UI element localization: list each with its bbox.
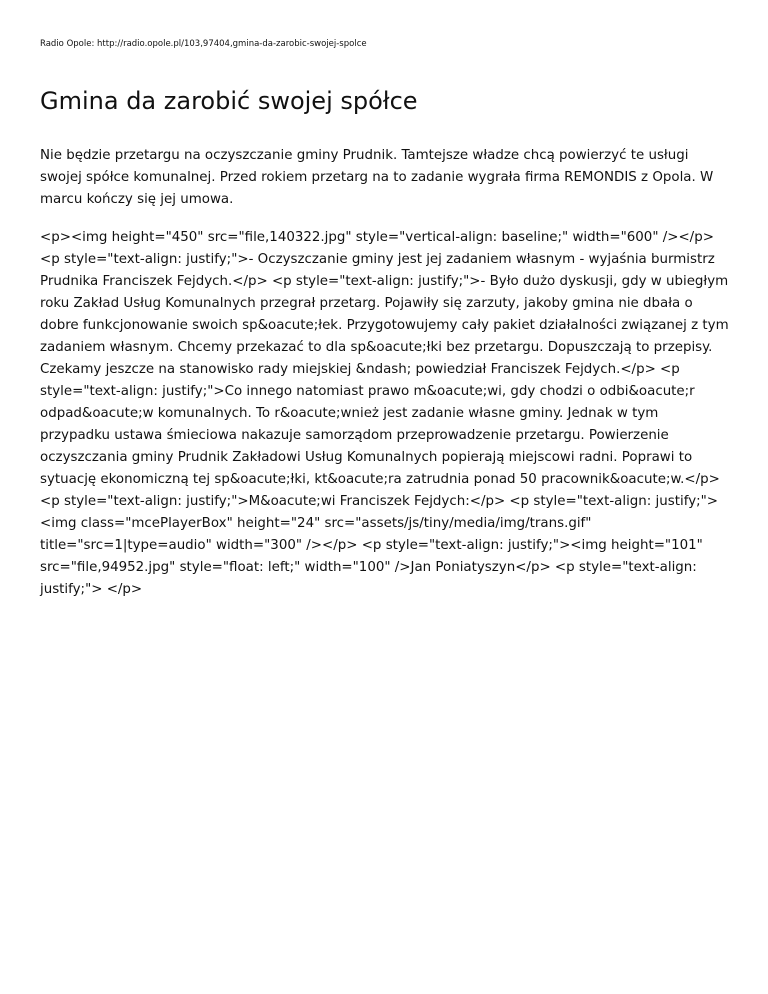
article-body-raw-html: <p><img height="450" src="file,140322.jpg" style="vertical-align: baseline;" width="600" /></p> <p style="text-align: justify;">- Oczyszczanie gminy jest jej zadaniem własnym - wyjaśnia burmistrz Prudnika Franciszek Fejdych.</p> <p style="text-align: justify;">- Było dużo dyskusji, gdy w ubiegłym roku Zakład Usług Komunalnych przegrał przetarg. Pojawiły się zarzuty, jakoby gmina nie dbała o dobre funkcjonowanie swoich sp&oacute;łek. Przygotowujemy cały pakiet działalności związanej z tym zadaniem własnym. Chcemy przekazać to dla sp&oacute;łki bez przetargu. Dopuszczają to przepisy. Czekamy jeszcze na stanowisko rady miejskiej &ndash; powiedział Franciszek Fejdych.</p> <p style="text-align: justify;">Co innego natomiast prawo m&oacute;wi, gdy chodzi o odbi&oacute;r odpad&oacute;w komunalnych. To r&oacute;wnież jest zadanie własne gminy. Jednak w tym przypadku ustawa śmieciowa nakazuje samorządom przeprowadzenie przetargu. Powierzenie oczyszczania gminy Prudnik Zakładowi Usług Komunalnych popierają miejscowi radni. Poprawi to sytuację ekonomiczną tej sp&oacute;łki, kt&oacute;ra zatrudnia ponad 50 pracownik&oacute;w.</p> <p style="text-align: justify;">M&oacute;wi Franciszek Fejdych:</p> <p style="text-align: justify;"><img class="mcePlayerBox" height="24" src="assets/js/tiny/media/img/trans.gif" title="src=1|type=audio" width="300" /></p> <p style="text-align: justify;"><img height="101" src="file,94952.jpg" style="float: left;" width="100" />Jan Poniatyszyn</p> <p style="text-align: justify;"> </p> — [40, 230, 729, 597]
article-title: Gmina da zarobić swojej spółce — [40, 87, 418, 115]
source-url-line: Radio Opole: http://radio.opole.pl/103,97404,gmina-da-zarobic-swojej-spolce — [40, 39, 367, 49]
article-lead: Nie będzie przetargu na oczyszczanie gminy Prudnik. Tamtejsze władze chcą powierzyć te usługi swojej spółce komunalnej. Przed rokiem przetarg na to zadanie wygrała firma REMONDIS z Opola. W marcu kończy się jej umowa. — [40, 148, 714, 207]
